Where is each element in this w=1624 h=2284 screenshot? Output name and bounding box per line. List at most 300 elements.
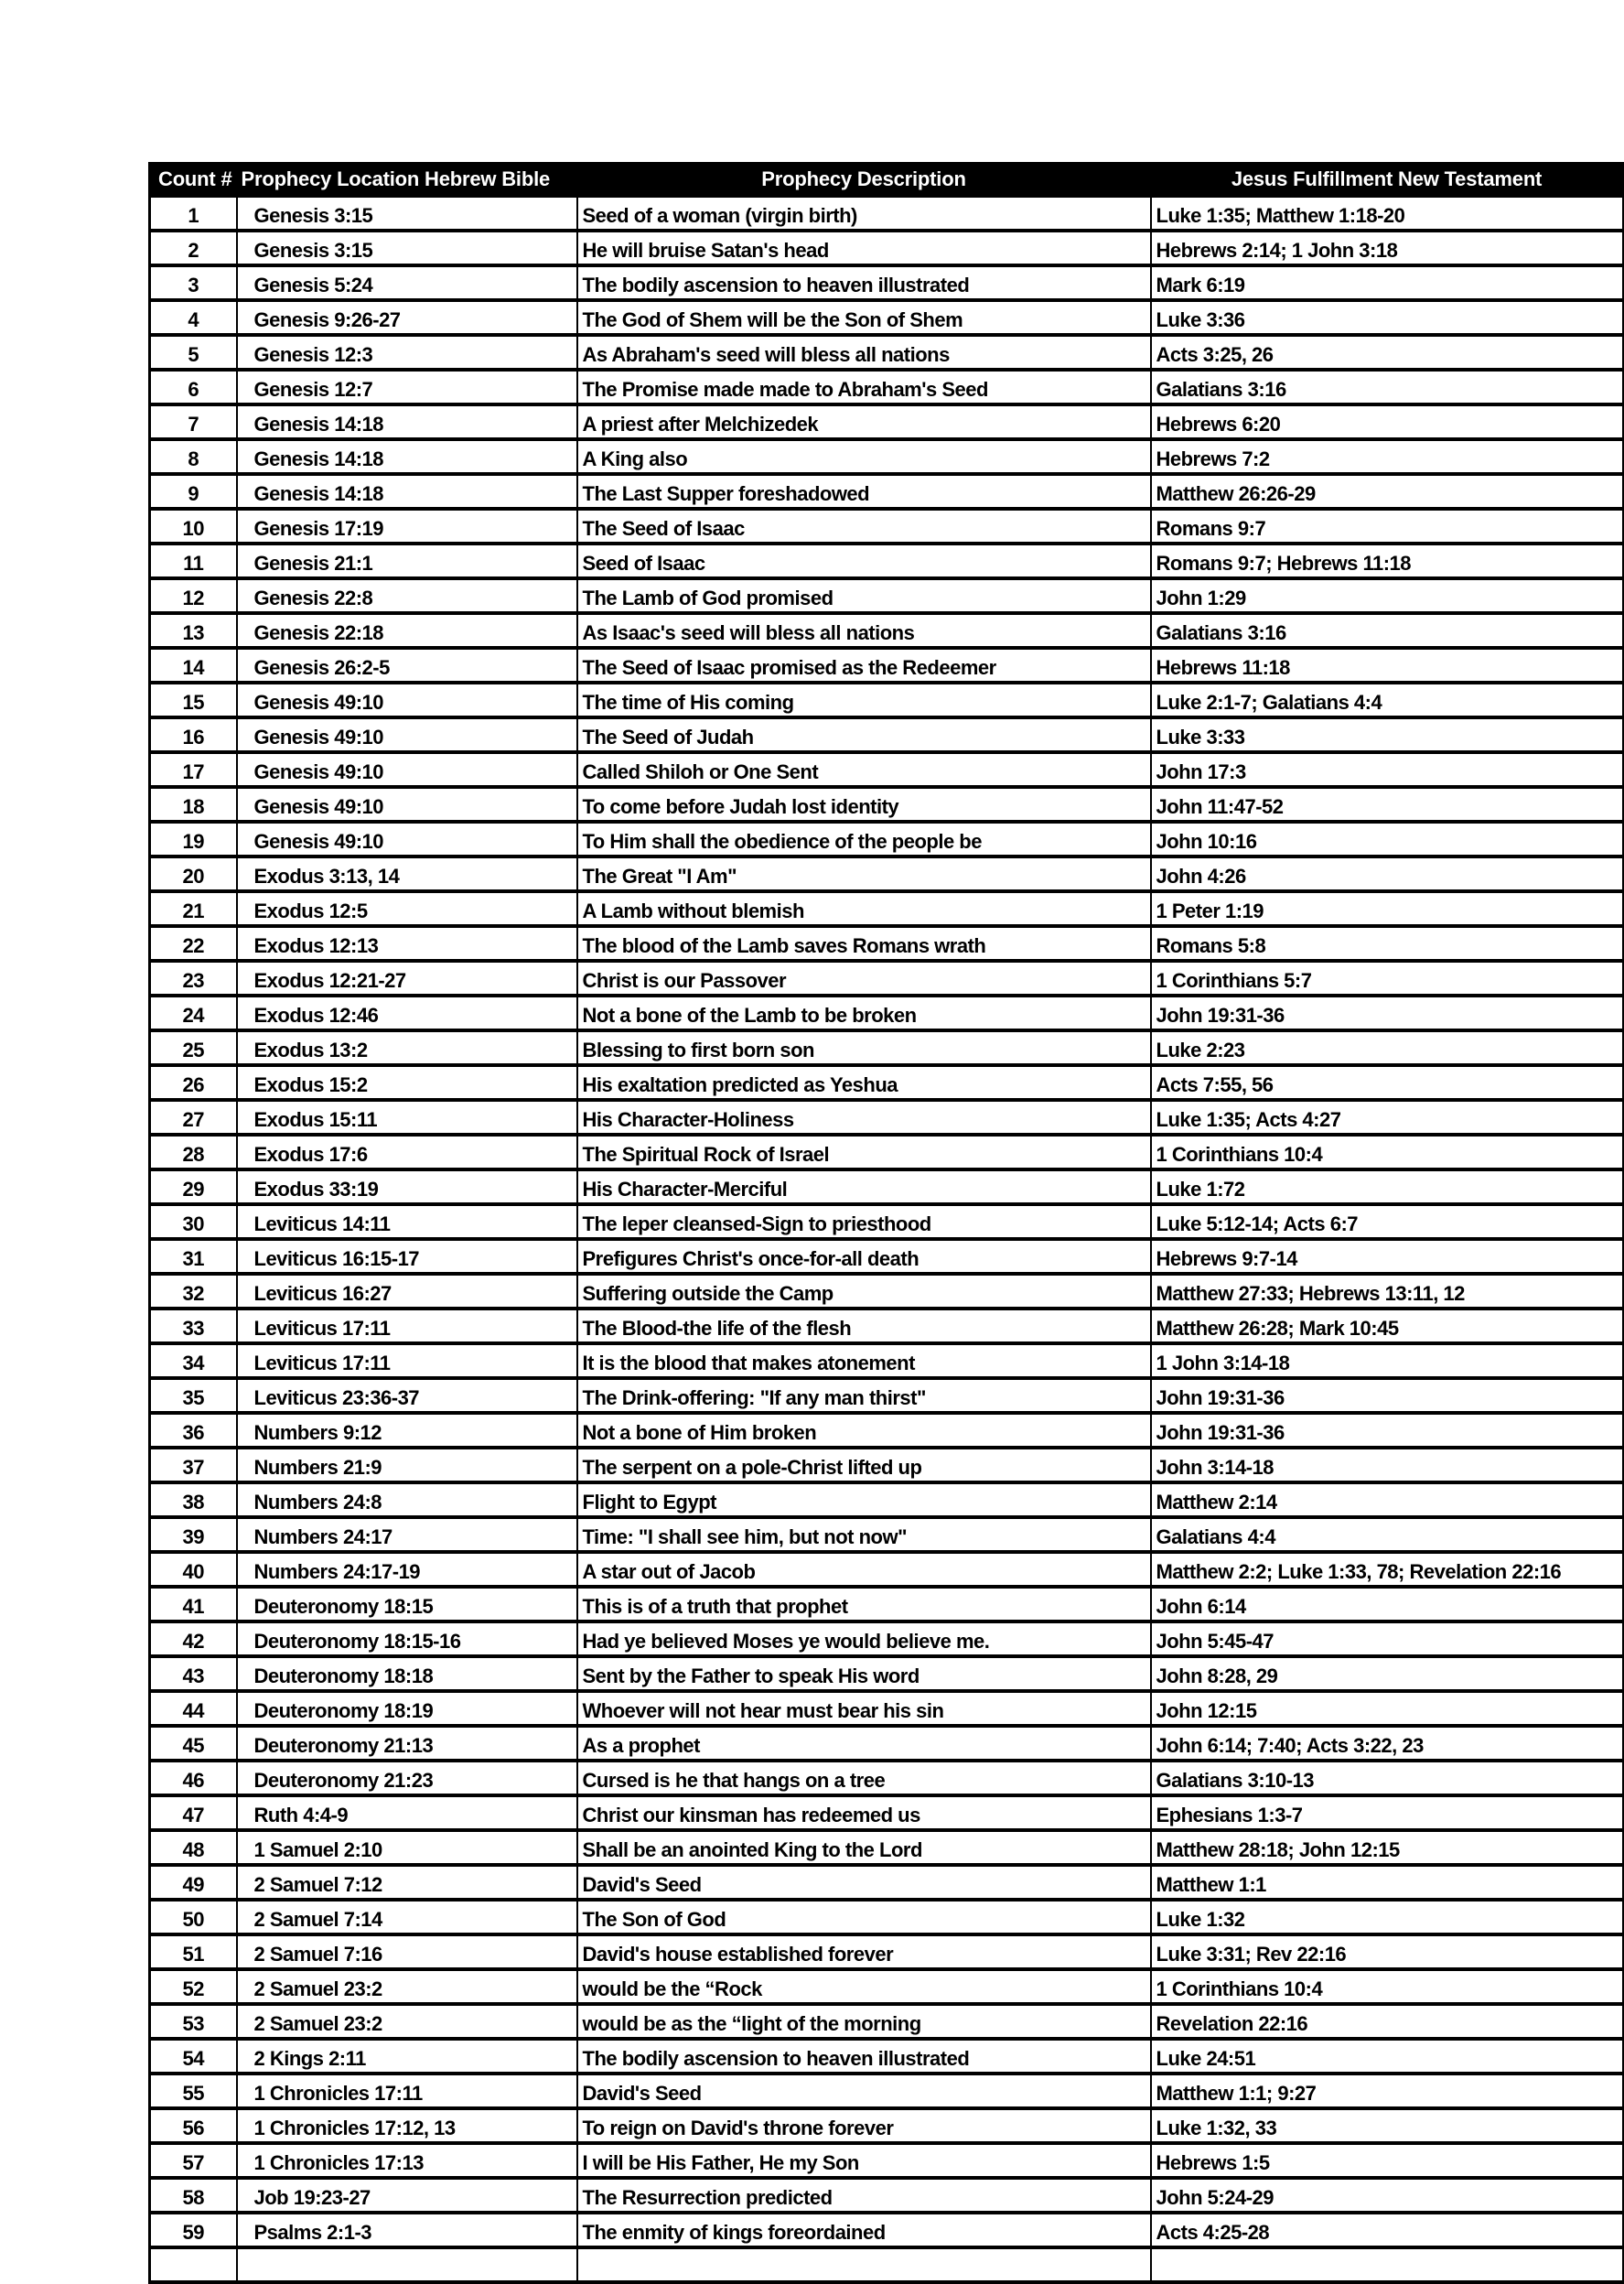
cell-prophecy-location: 1 Chronicles 17:12, 13 [237,2108,577,2143]
cell-jesus-fulfillment: Hebrews 7:2 [1151,439,1623,474]
table-row [150,1726,1623,1761]
cell-count: 35 [150,1378,237,1413]
cell-prophecy-location: Genesis 49:10 [237,717,577,752]
cell-count: 53 [150,2004,237,2039]
cell-jesus-fulfillment: Acts 4:25-28 [1151,2213,1623,2247]
cell-prophecy-description: would be the “Rock [577,1969,1151,2004]
cell-prophecy-location: Leviticus 16:27 [237,1274,577,1309]
cell-count: 9 [150,474,237,509]
table-row [150,2178,1623,2213]
cell-prophecy-description: Called Shiloh or One Sent [577,752,1151,787]
cell-jesus-fulfillment: Luke 1:35; Acts 4:27 [1151,1100,1623,1135]
cell-count: 46 [150,1761,237,1795]
cell-prophecy-description: Christ is our Passover [577,961,1151,996]
cell-prophecy-location: Genesis 49:10 [237,787,577,822]
cell-prophecy-location: Genesis 14:18 [237,404,577,439]
cell-count: 26 [150,1065,237,1100]
table-row [150,1865,1623,1900]
cell-count: 48 [150,1830,237,1865]
cell-prophecy-location: Exodus 33:19 [237,1169,577,1204]
cell-prophecy-description: As Isaac's seed will bless all nations [577,613,1151,648]
cell-prophecy-description: Cursed is he that hangs on a tree [577,1761,1151,1795]
table-row [150,265,1623,300]
cell-jesus-fulfillment: John 5:24-29 [1151,2178,1623,2213]
cell-prophecy-location: Ruth 4:4-9 [237,1795,577,1830]
table-row [150,370,1623,404]
cell-count: 28 [150,1135,237,1169]
cell-count: 42 [150,1621,237,1656]
cell-jesus-fulfillment: 1 Corinthians 5:7 [1151,961,1623,996]
cell-count: 27 [150,1100,237,1135]
table-row [150,1239,1623,1274]
cell-count: 21 [150,891,237,926]
table-row [150,578,1623,613]
cell-jesus-fulfillment: Luke 24:51 [1151,2039,1623,2074]
cell-prophecy-location: Genesis 14:18 [237,474,577,509]
cell-prophecy-location: Genesis 17:19 [237,509,577,544]
cell-jesus-fulfillment: Luke 3:33 [1151,717,1623,752]
cell-prophecy-location: 1 Samuel 2:10 [237,1830,577,1865]
cell-jesus-fulfillment: Revelation 22:16 [1151,2004,1623,2039]
cell-jesus-fulfillment: Galatians 3:10-13 [1151,1761,1623,1795]
cell-count: 13 [150,613,237,648]
cell-jesus-fulfillment: John 3:14-18 [1151,1448,1623,1482]
table-row [150,822,1623,856]
cell-prophecy-description: Christ our kinsman has redeemed us [577,1795,1151,1830]
cell-prophecy-description: The enmity of kings foreordained [577,2213,1151,2247]
cell-jesus-fulfillment: Luke 2:23 [1151,1030,1623,1065]
cell-prophecy-description: Seed of a woman (virgin birth) [577,196,1151,231]
table-row [150,648,1623,683]
cell-prophecy-location: Leviticus 17:11 [237,1309,577,1343]
cell-prophecy-description: Had ye believed Moses ye would believe me. [577,1621,1151,1656]
cell-prophecy-description: Seed of Isaac [577,544,1151,578]
cell-count: 49 [150,1865,237,1900]
cell-count: 23 [150,961,237,996]
cell-count: 58 [150,2178,237,2213]
cell-prophecy-location: Leviticus 17:11 [237,1343,577,1378]
cell-prophecy-location: Genesis 9:26-27 [237,300,577,335]
table-row [150,1413,1623,1448]
cell-jesus-fulfillment: Matthew 1:1; 9:27 [1151,2074,1623,2108]
cell-count: 39 [150,1517,237,1552]
cell-prophecy-location: Leviticus 16:15-17 [237,1239,577,1274]
cell-prophecy-description: The leper cleansed-Sign to priesthood [577,1204,1151,1239]
cell-count: 59 [150,2213,237,2247]
table-row [150,961,1623,996]
cell-prophecy-location [237,2247,577,2282]
cell-prophecy-location: Exodus 13:2 [237,1030,577,1065]
cell-prophecy-description: A King also [577,439,1151,474]
cell-jesus-fulfillment [1151,2247,1623,2282]
cell-prophecy-location: Deuteronomy 18:15-16 [237,1621,577,1656]
cell-prophecy-location: Genesis 22:18 [237,613,577,648]
cell-prophecy-location: Genesis 49:10 [237,822,577,856]
table-row [150,1517,1623,1552]
table-row [150,2108,1623,2143]
cell-prophecy-description: David's Seed [577,2074,1151,2108]
table-row [150,439,1623,474]
cell-jesus-fulfillment: Acts 3:25, 26 [1151,335,1623,370]
cell-count: 19 [150,822,237,856]
cell-jesus-fulfillment: Luke 3:31; Rev 22:16 [1151,1934,1623,1969]
cell-jesus-fulfillment: Hebrews 11:18 [1151,648,1623,683]
cell-prophecy-location: Genesis 49:10 [237,752,577,787]
cell-jesus-fulfillment: Galatians 4:4 [1151,1517,1623,1552]
cell-prophecy-description: Blessing to first born son [577,1030,1151,1065]
table-body [150,196,1623,2282]
cell-jesus-fulfillment: Romans 9:7; Hebrews 11:18 [1151,544,1623,578]
table-row [150,1552,1623,1587]
cell-count: 44 [150,1691,237,1726]
cell-prophecy-description: It is the blood that makes atonement [577,1343,1151,1378]
cell-prophecy-description: The Great "I Am" [577,856,1151,891]
cell-prophecy-location: 2 Samuel 7:16 [237,1934,577,1969]
cell-count: 15 [150,683,237,717]
cell-count: 54 [150,2039,237,2074]
cell-count: 18 [150,787,237,822]
cell-prophecy-location: Job 19:23-27 [237,2178,577,2213]
table-row [150,1343,1623,1378]
cell-prophecy-description: To Him shall the obedience of the people be [577,822,1151,856]
header-count: Count # [150,164,237,197]
table-row [150,787,1623,822]
table-row [150,1378,1623,1413]
cell-prophecy-description: The Seed of Isaac promised as the Redeemer [577,648,1151,683]
cell-count: 4 [150,300,237,335]
table-header [150,164,1623,197]
cell-count: 38 [150,1482,237,1517]
cell-prophecy-description: Shall be an anointed King to the Lord [577,1830,1151,1865]
cell-prophecy-description: The Spiritual Rock of Israel [577,1135,1151,1169]
cell-jesus-fulfillment: John 5:45-47 [1151,1621,1623,1656]
cell-prophecy-location: Genesis 49:10 [237,683,577,717]
table-row [150,1100,1623,1135]
cell-prophecy-location: Genesis 3:15 [237,231,577,265]
table-row [150,717,1623,752]
table-row [150,1900,1623,1934]
table-row [150,2247,1623,2282]
cell-prophecy-description: As a prophet [577,1726,1151,1761]
cell-jesus-fulfillment: Matthew 27:33; Hebrews 13:11, 12 [1151,1274,1623,1309]
cell-prophecy-description: The Son of God [577,1900,1151,1934]
cell-count: 22 [150,926,237,961]
cell-count: 11 [150,544,237,578]
cell-prophecy-location: Deuteronomy 18:18 [237,1656,577,1691]
cell-prophecy-description [577,2247,1151,2282]
table-row [150,1969,1623,2004]
table-row [150,1482,1623,1517]
cell-jesus-fulfillment: Matthew 2:2; Luke 1:33, 78; Revelation 22:16 [1151,1552,1623,1587]
cell-prophecy-location: 2 Samuel 23:2 [237,2004,577,2039]
cell-count: 50 [150,1900,237,1934]
prophecy-table [148,162,1624,2284]
cell-jesus-fulfillment: Luke 5:12-14; Acts 6:7 [1151,1204,1623,1239]
cell-prophecy-description: David's house established forever [577,1934,1151,1969]
cell-prophecy-description: This is of a truth that prophet [577,1587,1151,1621]
cell-jesus-fulfillment: Hebrews 1:5 [1151,2143,1623,2178]
cell-count: 34 [150,1343,237,1378]
cell-count: 17 [150,752,237,787]
cell-jesus-fulfillment: Matthew 26:26-29 [1151,474,1623,509]
cell-prophecy-location: Genesis 3:15 [237,196,577,231]
cell-prophecy-location: Deuteronomy 18:19 [237,1691,577,1726]
cell-count: 37 [150,1448,237,1482]
cell-jesus-fulfillment: John 19:31-36 [1151,1413,1623,1448]
cell-count: 36 [150,1413,237,1448]
cell-prophecy-description: David's Seed [577,1865,1151,1900]
cell-prophecy-description: The Lamb of God promised [577,578,1151,613]
cell-count: 57 [150,2143,237,2178]
table-row [150,2213,1623,2247]
cell-prophecy-description: The Last Supper foreshadowed [577,474,1151,509]
table-row [150,1830,1623,1865]
cell-count: 20 [150,856,237,891]
table-row [150,926,1623,961]
cell-count: 45 [150,1726,237,1761]
cell-jesus-fulfillment: 1 Peter 1:19 [1151,891,1623,926]
cell-jesus-fulfillment: Ephesians 1:3-7 [1151,1795,1623,1830]
cell-prophecy-location: Exodus 12:5 [237,891,577,926]
cell-prophecy-description: The time of His coming [577,683,1151,717]
table-row [150,474,1623,509]
cell-count: 31 [150,1239,237,1274]
cell-prophecy-description: Not a bone of the Lamb to be broken [577,996,1151,1030]
table-row [150,856,1623,891]
cell-prophecy-location: Deuteronomy 21:13 [237,1726,577,1761]
cell-prophecy-location: Leviticus 23:36-37 [237,1378,577,1413]
cell-count: 55 [150,2074,237,2108]
cell-count: 29 [150,1169,237,1204]
cell-prophecy-description: To reign on David's throne forever [577,2108,1151,2143]
cell-count: 47 [150,1795,237,1830]
cell-count: 24 [150,996,237,1030]
cell-prophecy-location: Numbers 24:17 [237,1517,577,1552]
cell-prophecy-location: Genesis 12:7 [237,370,577,404]
cell-prophecy-description: The Drink-offering: "If any man thirst" [577,1378,1151,1413]
cell-prophecy-description: The Resurrection predicted [577,2178,1151,2213]
cell-jesus-fulfillment: John 12:15 [1151,1691,1623,1726]
cell-prophecy-location: Exodus 12:13 [237,926,577,961]
cell-prophecy-description: The bodily ascension to heaven illustrated [577,265,1151,300]
cell-jesus-fulfillment: Luke 2:1-7; Galatians 4:4 [1151,683,1623,717]
cell-prophecy-description: Sent by the Father to speak His word [577,1656,1151,1691]
cell-count: 5 [150,335,237,370]
cell-prophecy-description: Flight to Egypt [577,1482,1151,1517]
prophecy-table-container [148,162,1616,2244]
cell-jesus-fulfillment: John 6:14; 7:40; Acts 3:22, 23 [1151,1726,1623,1761]
table-row [150,683,1623,717]
cell-prophecy-location: Numbers 24:8 [237,1482,577,1517]
table-row [150,1587,1623,1621]
cell-jesus-fulfillment: John 10:16 [1151,822,1623,856]
cell-prophecy-location: 2 Samuel 7:12 [237,1865,577,1900]
cell-prophecy-description: A star out of Jacob [577,1552,1151,1587]
cell-count: 3 [150,265,237,300]
cell-jesus-fulfillment: Luke 1:35; Matthew 1:18-20 [1151,196,1623,231]
cell-prophecy-location: 1 Chronicles 17:11 [237,2074,577,2108]
cell-jesus-fulfillment: John 17:3 [1151,752,1623,787]
table-row [150,196,1623,231]
cell-prophecy-location: 2 Samuel 23:2 [237,1969,577,2004]
table-row [150,1135,1623,1169]
header-jesus-fulfillment: Jesus Fulfillment New Testament [1151,164,1623,197]
cell-count: 16 [150,717,237,752]
table-row [150,613,1623,648]
cell-count: 43 [150,1656,237,1691]
cell-count: 51 [150,1934,237,1969]
cell-prophecy-description: The Seed of Isaac [577,509,1151,544]
cell-prophecy-location: Genesis 12:3 [237,335,577,370]
table-row [150,1448,1623,1482]
cell-jesus-fulfillment: John 8:28, 29 [1151,1656,1623,1691]
cell-prophecy-description: To come before Judah lost identity [577,787,1151,822]
cell-jesus-fulfillment: Mark 6:19 [1151,265,1623,300]
table-row [150,891,1623,926]
cell-prophecy-description: Time: "I shall see him, but not now" [577,1517,1151,1552]
cell-jesus-fulfillment: 1 Corinthians 10:4 [1151,1969,1623,2004]
cell-prophecy-description: A priest after Melchizedek [577,404,1151,439]
cell-jesus-fulfillment: John 1:29 [1151,578,1623,613]
cell-count: 14 [150,648,237,683]
cell-jesus-fulfillment: John 6:14 [1151,1587,1623,1621]
table-row [150,752,1623,787]
cell-jesus-fulfillment: 1 John 3:14-18 [1151,1343,1623,1378]
cell-count: 8 [150,439,237,474]
cell-jesus-fulfillment: Luke 1:72 [1151,1169,1623,1204]
cell-jesus-fulfillment: John 11:47-52 [1151,787,1623,822]
cell-jesus-fulfillment: John 19:31-36 [1151,1378,1623,1413]
cell-prophecy-location: Exodus 12:46 [237,996,577,1030]
cell-prophecy-description: Prefigures Christ's once-for-all death [577,1239,1151,1274]
cell-jesus-fulfillment: Luke 1:32, 33 [1151,2108,1623,2143]
cell-count: 30 [150,1204,237,1239]
table-row [150,509,1623,544]
cell-count: 33 [150,1309,237,1343]
cell-jesus-fulfillment: Galatians 3:16 [1151,613,1623,648]
table-row [150,2039,1623,2074]
cell-count: 56 [150,2108,237,2143]
cell-count: 6 [150,370,237,404]
cell-prophecy-location: Genesis 21:1 [237,544,577,578]
table-row [150,996,1623,1030]
cell-prophecy-description: Whoever will not hear must bear his sin [577,1691,1151,1726]
cell-prophecy-description: I will be His Father, He my Son [577,2143,1151,2178]
cell-prophecy-description: His Character-Holiness [577,1100,1151,1135]
cell-prophecy-location: 2 Kings 2:11 [237,2039,577,2074]
table-row [150,1204,1623,1239]
cell-prophecy-location: Exodus 15:11 [237,1100,577,1135]
cell-prophecy-location: Exodus 12:21-27 [237,961,577,996]
cell-prophecy-location: Deuteronomy 18:15 [237,1587,577,1621]
table-row [150,1934,1623,1969]
cell-prophecy-description: The God of Shem will be the Son of Shem [577,300,1151,335]
cell-prophecy-description: He will bruise Satan's head [577,231,1151,265]
cell-count: 25 [150,1030,237,1065]
cell-jesus-fulfillment: Matthew 2:14 [1151,1482,1623,1517]
cell-count: 2 [150,231,237,265]
cell-prophecy-description: His exaltation predicted as Yeshua [577,1065,1151,1100]
cell-count: 7 [150,404,237,439]
cell-prophecy-description: The Blood-the life of the flesh [577,1309,1151,1343]
cell-prophecy-location: Numbers 9:12 [237,1413,577,1448]
cell-prophecy-location: Genesis 14:18 [237,439,577,474]
cell-prophecy-description: A Lamb without blemish [577,891,1151,926]
table-row [150,2004,1623,2039]
cell-jesus-fulfillment: Matthew 28:18; John 12:15 [1151,1830,1623,1865]
cell-prophecy-location: Exodus 17:6 [237,1135,577,1169]
cell-prophecy-location: Psalms 2:1-3 [237,2213,577,2247]
cell-prophecy-description: Not a bone of Him broken [577,1413,1151,1448]
cell-count: 52 [150,1969,237,2004]
cell-prophecy-location: Exodus 3:13, 14 [237,856,577,891]
table-row [150,404,1623,439]
cell-jesus-fulfillment: Hebrews 9:7-14 [1151,1239,1623,1274]
cell-prophecy-description: As Abraham's seed will bless all nations [577,335,1151,370]
cell-jesus-fulfillment: John 4:26 [1151,856,1623,891]
cell-prophecy-location: 2 Samuel 7:14 [237,1900,577,1934]
table-row [150,1621,1623,1656]
table-row [150,544,1623,578]
cell-jesus-fulfillment: Matthew 26:28; Mark 10:45 [1151,1309,1623,1343]
cell-prophecy-description: His Character-Merciful [577,1169,1151,1204]
cell-prophecy-description: The Promise made made to Abraham's Seed [577,370,1151,404]
cell-prophecy-location: Genesis 26:2-5 [237,648,577,683]
table-row [150,2143,1623,2178]
cell-prophecy-location: Numbers 24:17-19 [237,1552,577,1587]
cell-count: 41 [150,1587,237,1621]
cell-jesus-fulfillment: 1 Corinthians 10:4 [1151,1135,1623,1169]
cell-prophecy-location: Genesis 5:24 [237,265,577,300]
table-row [150,1691,1623,1726]
table-row [150,1309,1623,1343]
cell-prophecy-location: Deuteronomy 21:23 [237,1761,577,1795]
table-row [150,231,1623,265]
cell-count: 40 [150,1552,237,1587]
cell-count: 12 [150,578,237,613]
cell-jesus-fulfillment: Acts 7:55, 56 [1151,1065,1623,1100]
cell-prophecy-description: Suffering outside the Camp [577,1274,1151,1309]
table-row [150,1795,1623,1830]
table-row [150,1761,1623,1795]
cell-prophecy-location: Leviticus 14:11 [237,1204,577,1239]
cell-count: 1 [150,196,237,231]
table-row [150,1656,1623,1691]
cell-jesus-fulfillment: Matthew 1:1 [1151,1865,1623,1900]
cell-jesus-fulfillment: Luke 3:36 [1151,300,1623,335]
cell-prophecy-description: would be as the “light of the morning [577,2004,1151,2039]
cell-prophecy-description: The Seed of Judah [577,717,1151,752]
cell-count: 10 [150,509,237,544]
cell-prophecy-description: The blood of the Lamb saves Romans wrath [577,926,1151,961]
cell-jesus-fulfillment: Luke 1:32 [1151,1900,1623,1934]
cell-prophecy-location: 1 Chronicles 17:13 [237,2143,577,2178]
cell-count [150,2247,237,2282]
cell-jesus-fulfillment: Hebrews 2:14; 1 John 3:18 [1151,231,1623,265]
table-row [150,335,1623,370]
cell-jesus-fulfillment: Hebrews 6:20 [1151,404,1623,439]
cell-prophecy-location: Exodus 15:2 [237,1065,577,1100]
table-row [150,1065,1623,1100]
table-row [150,1030,1623,1065]
table-header-row [150,164,1623,197]
table-row [150,300,1623,335]
table-row [150,2074,1623,2108]
cell-prophecy-description: The bodily ascension to heaven illustrated [577,2039,1151,2074]
cell-jesus-fulfillment: John 19:31-36 [1151,996,1623,1030]
cell-count: 32 [150,1274,237,1309]
cell-prophecy-location: Genesis 22:8 [237,578,577,613]
